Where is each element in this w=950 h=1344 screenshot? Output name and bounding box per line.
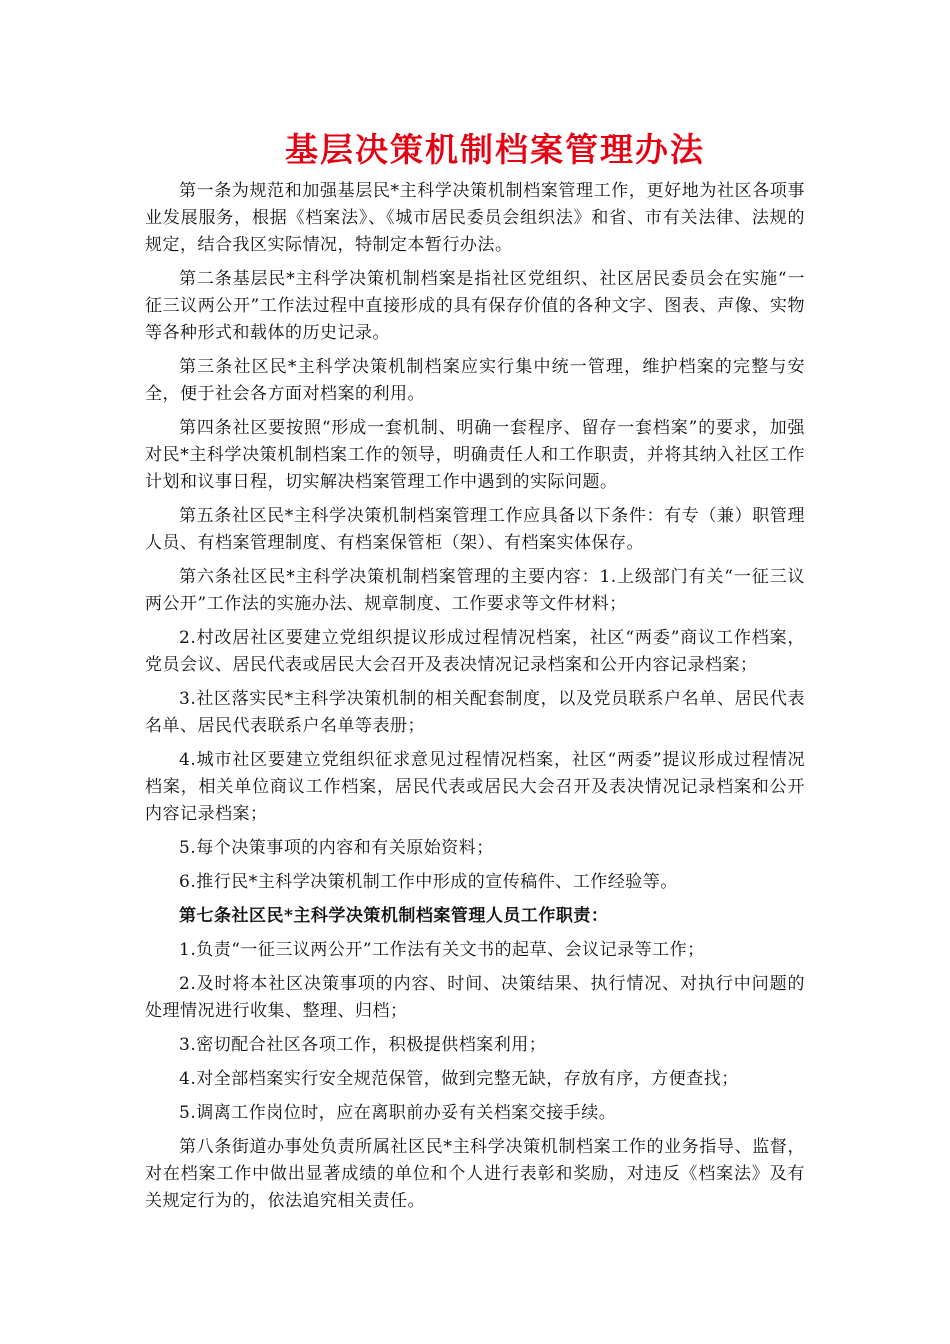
article-5: 第五条社区民*主科学决策机制档案管理工作应具备以下条件：有专（兼）职管理人员、有档案管理制度、有档案保管柜（架）、有档案实体保存。	[145, 506, 805, 553]
article-7-item-5: 5.调离工作岗位时，应在离职前办妥有关档案交接手续。	[179, 1103, 617, 1123]
article-1: 第一条为规范和加强基层民*主科学决策机制档案管理工作，更好地为社区各项事业发展服务，根据《档案法》、《城市居民委员会组织法》和省、市有关法律、法规的规定，结合我区实际情况，特制定本暂行办法。	[145, 181, 805, 255]
article-7-heading: 第七条社区民*主科学决策机制档案管理人员工作职责：	[179, 906, 609, 926]
article-6-item-6: 6.推行民*主科学决策机制工作中形成的宣传稿件、工作经验等。	[179, 872, 678, 892]
article-7-item-1: 1.负责“一征三议两公开”工作法有关文书的起草、会议记录等工作；	[179, 940, 705, 960]
article-6-item-5: 5.每个决策事项的内容和有关原始资料；	[179, 838, 494, 858]
article-6-item-4: 4.城市社区要建立党组织征求意见过程情况档案，社区“两委”提议形成过程情况档案，相关单位商议工作档案，居民代表或居民大会召开及表决情况记录档案和公开内容记录档案；	[145, 750, 805, 824]
article-6-item-2: 2.村改居社区要建立党组织提议形成过程情况档案，社区“两委”商议工作档案，党员会议、居民代表或居民大会召开及表决情况记录档案和公开内容记录档案；	[145, 628, 805, 675]
article-2: 第二条基层民*主科学决策机制档案是指社区党组织、社区居民委员会在实施“一征三议两公开”工作法过程中直接形成的具有保存价值的各种文字、图表、声像、实物等各种形式和载体的历史记录。	[145, 269, 805, 343]
article-6: 第六条社区民*主科学决策机制档案管理的主要内容：1.上级部门有关“一征三议两公开”工作法的实施办法、规章制度、工作要求等文件材料；	[145, 567, 805, 614]
article-3: 第三条社区民*主科学决策机制档案应实行集中统一管理，维护档案的完整与安全，便于社会各方面对档案的利用。	[145, 357, 805, 404]
article-7-item-4: 4.对全部档案实行安全规范保管，做到完整无缺，存放有序，方便查找；	[179, 1069, 739, 1089]
document-page	[145, 128, 805, 1222]
article-8: 第八条街道办事处负责所属社区民*主科学决策机制档案工作的业务指导、监督，对在档案工作中做出显著成绩的单位和个人进行表彰和奖励，对违反《档案法》及有关规定行为的，依法追究相关责任。	[145, 1137, 805, 1211]
article-4: 第四条社区要按照“形成一套机制、明确一套程序、留存一套档案”的要求，加强对民*主科学决策机制档案工作的领导，明确责任人和工作职责，并将其纳入社区工作计划和议事日程，切实解决档案管理工作中遇到的实际问题。	[145, 418, 805, 492]
article-6-item-3: 3.社区落实民*主科学决策机制的相关配套制度，以及党员联系户名单、居民代表名单、居民代表联系户名单等表册；	[145, 689, 805, 736]
article-7-item-2: 2.及时将本社区决策事项的内容、时间、决策结果、执行情况、对执行中问题的处理情况进行收集、整理、归档；	[145, 974, 805, 1021]
document-title: 基层决策机制档案管理办法	[285, 130, 705, 169]
article-7-item-3: 3.密切配合社区各项工作，积极提供档案利用；	[179, 1035, 547, 1055]
